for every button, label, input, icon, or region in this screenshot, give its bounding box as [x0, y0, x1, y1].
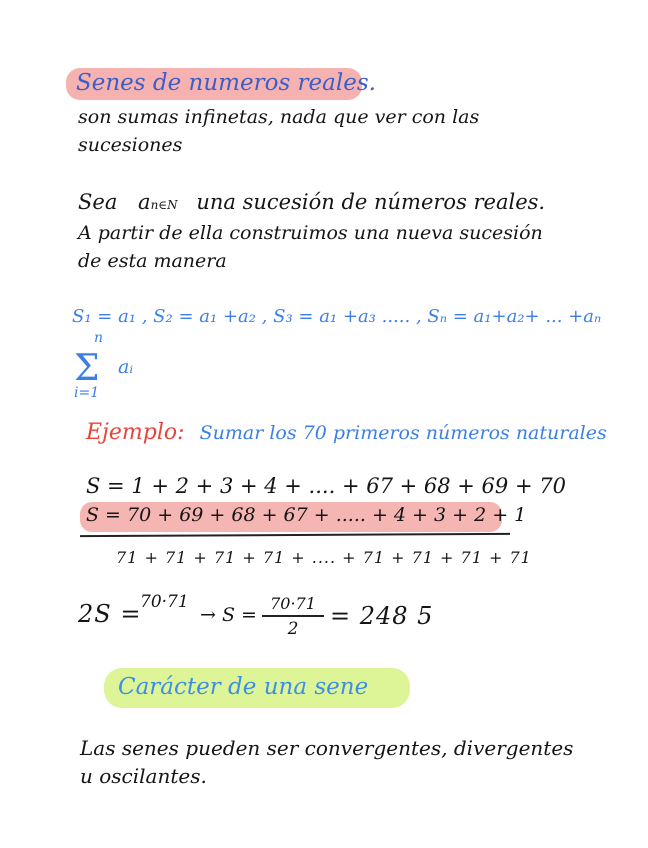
sigma-term: aᵢ: [118, 356, 134, 378]
fraction-denominator: 2: [287, 619, 299, 639]
fraction-bar: [262, 615, 324, 617]
sea-prefix: Sea: [78, 190, 118, 214]
closing-line-2: u oscilantes.: [80, 764, 207, 788]
section-title-2: Carácter de una sene: [118, 674, 369, 700]
sigma-upper-limit: n: [94, 330, 104, 346]
result-arrow: → S =: [200, 604, 257, 626]
sum-forward: S = 1 + 2 + 3 + 4 + .... + 67 + 68 + 69 + 70: [86, 474, 566, 498]
sea-subscript: n∈N: [150, 198, 178, 212]
partir-line-2: de esta manera: [78, 250, 227, 272]
sigma-lower-limit: i=1: [74, 385, 100, 401]
sigma-icon: Σ: [74, 348, 100, 389]
closing-line-1: Las senes pueden ser convergentes, divergentes: [80, 736, 574, 760]
partial-sums: S₁ = a₁ , S₂ = a₁ +a₂ , S₃ = a₁ +a₃ ..... , Sₙ = a₁+a₂+ ... +aₙ: [72, 306, 602, 327]
result-lhs: 2S =: [78, 600, 142, 628]
sum-divider: [80, 533, 510, 537]
example-text: Sumar los 70 primeros números naturales: [199, 422, 607, 444]
fraction-numerator: 70·71: [270, 594, 316, 613]
example-label: Ejemplo:: [86, 420, 185, 445]
result-value: = 248 5: [330, 602, 434, 630]
intro-line-2: sucesiones: [78, 134, 183, 156]
intro-line-1: son sumas infinetas, nada que ver con las: [78, 106, 480, 128]
sea-rest: una sucesión de números reales.: [196, 190, 546, 214]
section-title: Senes de numeros reales.: [76, 70, 376, 96]
sea-sequence: a: [138, 190, 151, 214]
example-line: [86, 420, 607, 445]
partir-line-1: A partir de ella construimos una nueva sucesión: [78, 222, 543, 244]
result-product: 70·71: [140, 592, 189, 612]
sea-line: [78, 190, 545, 214]
sum-total-row: 71 + 71 + 71 + 71 + .... + 71 + 71 + 71 + 71: [116, 548, 532, 567]
sum-reverse: S = 70 + 69 + 68 + 67 + ..... + 4 + 3 + 2 + 1: [86, 504, 527, 526]
